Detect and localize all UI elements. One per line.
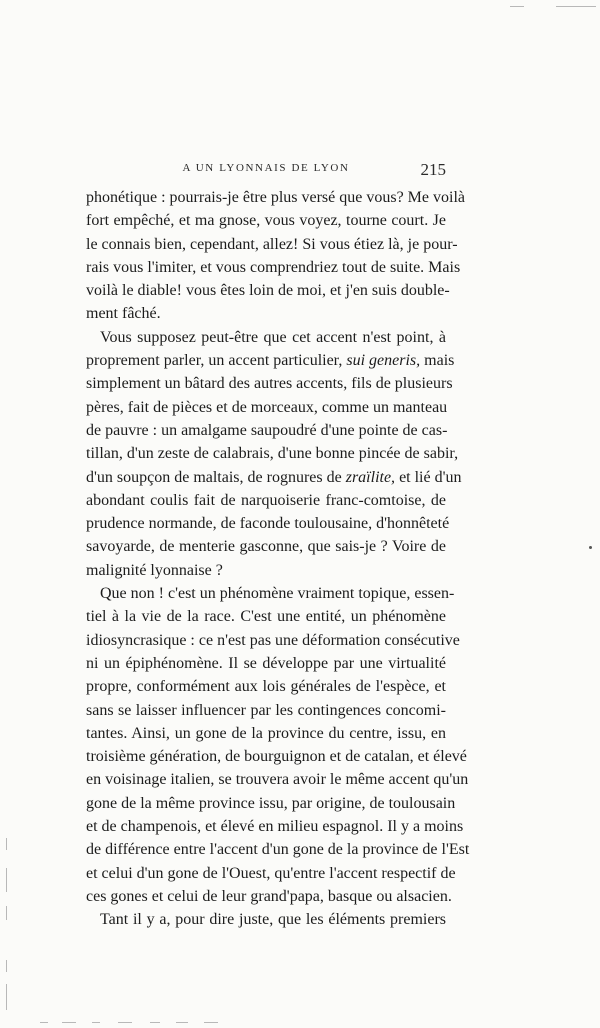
body-text [86, 186, 470, 932]
page-number: 215 [420, 160, 446, 179]
text-line: de différence entre l'accent d'un gone de la province de l'Est [86, 841, 470, 859]
scan-edge-mark [6, 906, 7, 920]
text-run: d'un soupçon de maltais, de rognures de [86, 468, 342, 486]
text-run: proprement parler, un accent particulier, [86, 352, 343, 370]
text-line: malignité lyonnaise ? [86, 561, 223, 579]
text-line: tillan, d'un zeste de calabrais, d'une bonne pincée de sabir, [86, 445, 459, 463]
scan-edge-mark [510, 6, 524, 7]
scan-edge-mark [6, 838, 7, 850]
text-line: ment fâché. [86, 305, 161, 323]
running-title: A UN LYONNAIS DE LYON [182, 162, 350, 174]
text-line: tantes. Ainsi, un gone de la province du centre, issu, en [86, 724, 446, 742]
text-line: et de champenois, et élevé en milieu espagnol. Il y a moins [86, 818, 464, 836]
text-line: abondant coulis fait de narquoiserie franc-comtoise, de [86, 491, 446, 509]
text-line: idiosyncrasique : ce n'est pas une déformation consécutive [86, 631, 460, 649]
text-line: ces gones et celui de leur grand'papa, basque ou alsacien. [86, 887, 452, 905]
text-line-with-italic [86, 349, 455, 372]
text-line: voilà le diable! vous êtes loin de moi, et j'en suis double- [86, 282, 450, 300]
text-line: prudence normande, de faconde toulousaine, d'honnêteté [86, 515, 450, 533]
scan-edge-mark [176, 1022, 188, 1023]
text-line: simplement un bâtard des autres accents, fils de plusieurs [86, 375, 453, 393]
scan-edge-mark [92, 1022, 100, 1023]
text-run: mais [420, 352, 455, 370]
scan-edge-mark [62, 1022, 76, 1023]
scan-edge-mark [556, 6, 596, 7]
text-line: fort empêché, et ma gnose, vous voyez, tourne court. Je [86, 212, 446, 230]
text-line: troisième génération, de bourguignon et de catalan, et élevé [86, 748, 467, 766]
text-line-with-italic [86, 466, 462, 489]
text-line: Vous supposez peut-être que cet accent n'est point, à [100, 328, 446, 346]
text-line: pères, fait de pièces et de morceaux, comme un manteau [86, 398, 448, 416]
scan-edge-mark [6, 868, 7, 892]
scan-edge-mark [40, 1022, 48, 1023]
running-head [86, 160, 446, 182]
scan-edge-mark [118, 1022, 132, 1023]
scan-edge-mark [6, 984, 7, 1010]
text-run: et lié d'un [395, 468, 462, 486]
text-line: sans se laisser influencer par les contingences concomi- [86, 701, 446, 719]
text-line: et celui d'un gone de l'Ouest, qu'entre l'accent respectif de [86, 864, 456, 882]
text-line: le connais bien, cependant, allez! Si vous étiez là, je pour- [86, 235, 458, 253]
text-line: propre, conformément aux lois générales de l'espèce, et [86, 678, 446, 696]
text-line: gone de la même province issu, par origine, de toulousain [86, 794, 456, 812]
italic-run: zraïlite, [345, 468, 396, 486]
scan-edge-mark [6, 960, 7, 972]
text-line: phonétique : pourrais-je être plus versé que vous? Me voilà [86, 189, 465, 206]
text-line: en voisinage italien, se trouvera avoir le même accent qu'un [86, 771, 469, 789]
scan-edge-mark [204, 1022, 218, 1023]
text-line: de pauvre : un amalgame saupoudré d'une pointe de cas- [86, 421, 448, 439]
italic-run: sui generis, [346, 352, 421, 370]
scan-edge-mark [150, 1022, 160, 1023]
text-line: Tant il y a, pour dire juste, que les éléments premiers [100, 911, 446, 929]
text-line: Que non ! c'est un phénomène vraiment topique, essen- [100, 585, 455, 603]
text-line: ni un épiphénomène. Il se développe par une virtualité [86, 654, 446, 672]
text-line: rais vous l'imiter, et vous comprendriez tout de suite. Mais [86, 258, 461, 276]
scan-speck [589, 546, 592, 549]
text-line: tiel à la vie de la race. C'est une entité, un phénomène [86, 608, 446, 626]
text-line: savoyarde, de menterie gasconne, que sais-je ? Voire de [86, 538, 446, 556]
